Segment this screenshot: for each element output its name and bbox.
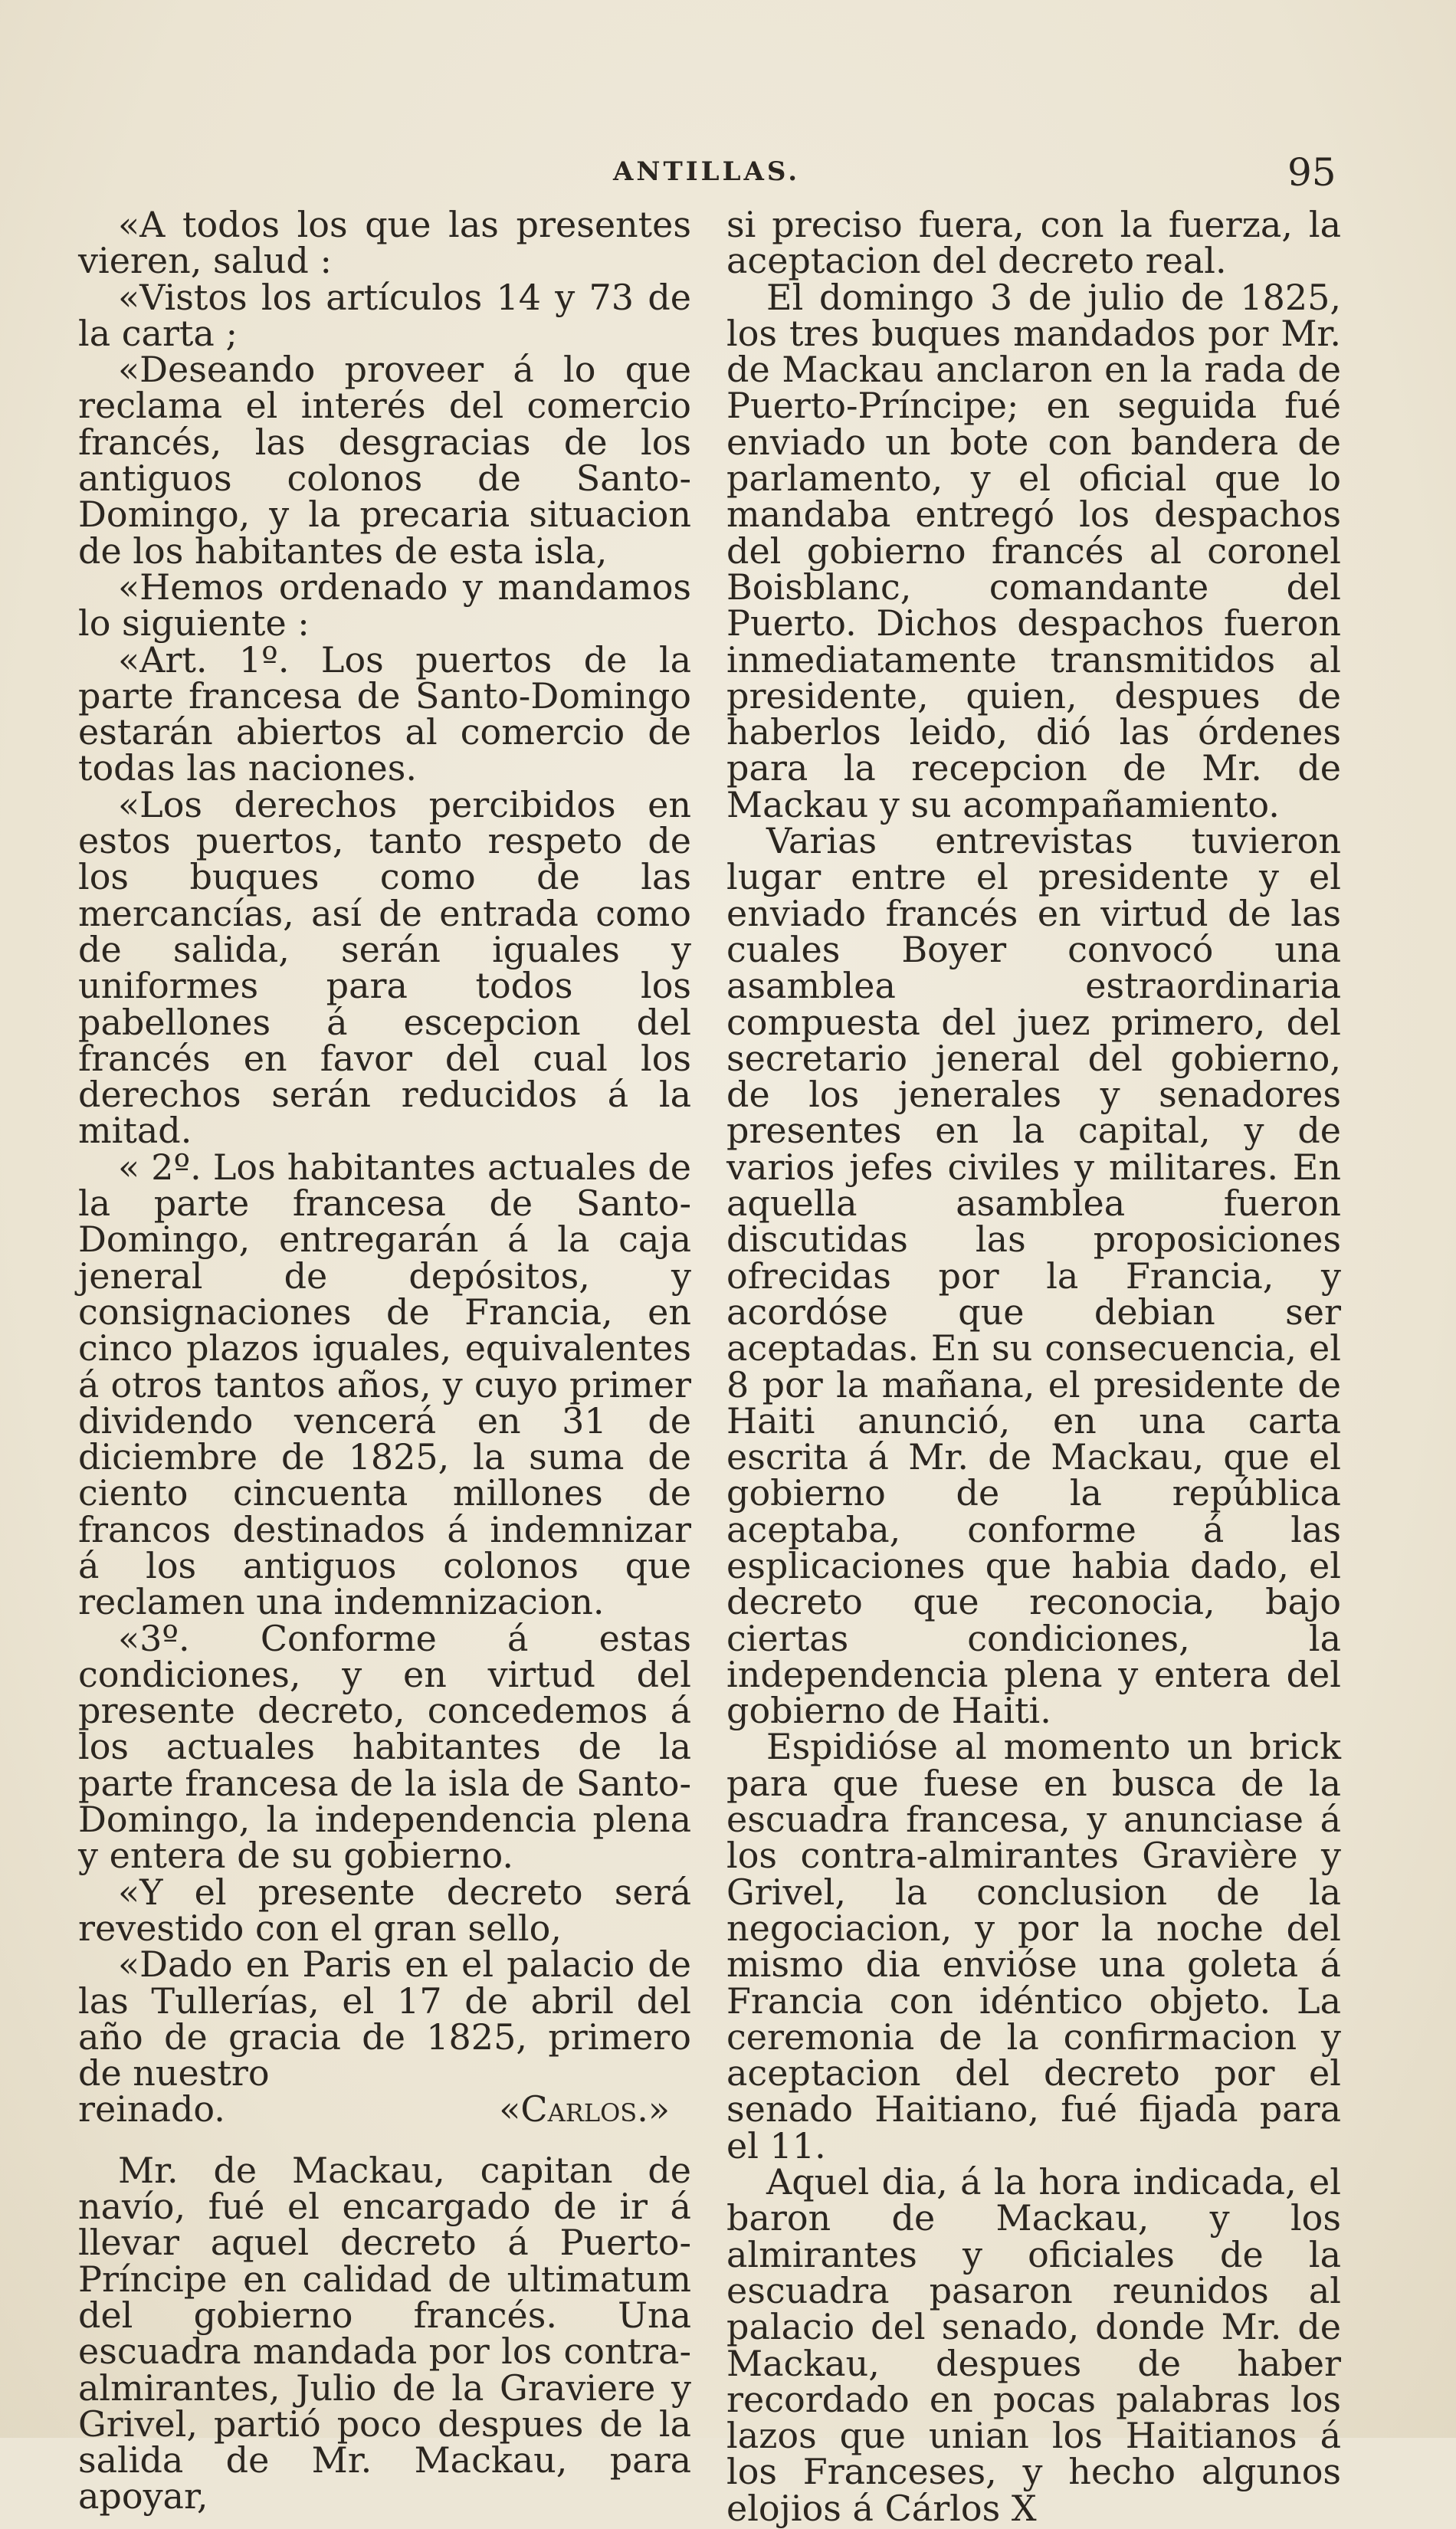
paragraph: «Dado en Paris en el palacio de las Tullerías, el 17 de abril del año de gracia de 1825, primero de nuestro: [78, 1943, 691, 2094]
royal-signature: «Carlos.»: [499, 2088, 670, 2130]
paragraph: Varias entrevistas tuvieron lugar entre el presidente y el enviado francés en virtud de las cuales Boyer convocó una asamblea estraordinaria compuesta del juez primero, del secretario jeneral del gobierno, de los jenerales y senadores presentes en la capital, y de varios jefes civiles y militares. En aquella asamblea fueron discutidas las proposiciones ofrecidas por la Francia, y acordóse que debian ser aceptadas. En su consecuencia, el 8 por la mañana, el presidente de Haiti anunció, en una carta escrita á Mr. de Mackau, que el gobierno de la república aceptaba, conforme á las esplicaciones que habia dado, el decreto que reconocia, bajo ciertas condiciones, la independencia plena y entera del gobierno de Haiti.: [726, 820, 1341, 1732]
signature-line: [78, 2088, 691, 2130]
closing-word: reinado.: [78, 2088, 225, 2130]
paragraph: «Y el presente decreto será revestido con el gran sello,: [78, 1871, 691, 1949]
running-title: ANTILLAS.: [613, 156, 801, 187]
paragraph: «Hemos ordenado y mandamos lo siguiente :: [78, 566, 691, 645]
paragraph: «Vistos los artículos 14 y 73 de la carta ;: [78, 276, 691, 354]
paragraph: Aquel dia, á la hora indicada, el baron de Mackau, y los almirantes y oficiales de la escuadra pasaron reunidos al palacio del senado, donde Mr. de Mackau, despues de haber recordado en pocas palabras los lazos que unian los Haitianos á los Franceses, y hecho algunos elojios á Cárlos X: [726, 2161, 1341, 2529]
section-gap: [78, 2128, 691, 2153]
paragraph: «3º. Conforme á estas condiciones, y en virtud del presente decreto, concedemos á los actuales habitantes de la parte francesa de la isla de Santo-Domingo, la independencia plena y entera de su gobierno.: [78, 1617, 691, 1877]
paragraph: «Deseando proveer á lo que reclama el interés del comercio francés, las desgracias de los antiguos colonos de Santo-Domingo, y la precaria situacion de los habitantes de esta isla,: [78, 349, 691, 572]
paragraph: Mr. de Mackau, capitan de navío, fué el encargado de ir á llevar aquel decreto á Puerto-Príncipe en calidad de ultimatum del gobierno francés. Una escuadra mandada por los contra-almirantes, Julio de la Graviere y Grivel, partió poco despues de la salida de Mr. Mackau, para apoyar,: [78, 2149, 691, 2518]
left-column: [78, 204, 691, 2518]
paragraph: «Art. 1º. Los puertos de la parte francesa de Santo-Domingo estarán abiertos al comercio de todas las naciones.: [78, 638, 691, 789]
paragraph: «Los derechos percibidos en estos puertos, tanto respeto de los buques como de las mercancías, así de entrada como de salida, serán iguales y uniformes para todos los pabellones á escepcion del francés en favor del cual los derechos serán reducidos á la mitad.: [78, 783, 691, 1152]
paragraph: « 2º. Los habitantes actuales de la parte francesa de Santo-Domingo, entregarán á la caja jeneral de depósitos, y consignaciones de Francia, en cinco plazos iguales, equivalentes á otros tantos años, y cuyo primer dividendo vencerá en 31 de diciembre de 1825, la suma de ciento cincuenta millones de francos destinados á indemnizar á los antiguos colonos que reclamen una indemnizacion.: [78, 1146, 691, 1623]
paragraph: El domingo 3 de julio de 1825, los tres buques mandados por Mr. de Mackau anclaron en la rada de Puerto-Príncipe; en seguida fué enviado un bote con bandera de parlamento, y el oficial que lo mandaba entregó los despachos del gobierno francés al coronel Boisblanc, comandante del Puerto. Dichos despachos fueron inmediatamente transmitidos al presidente, quien, despues de haberlos leido, dió las órdenes para la recepcion de Mr. de Mackau y su acompañamiento.: [726, 276, 1341, 825]
right-column: [726, 204, 1341, 2529]
page-number: 95: [1287, 150, 1336, 195]
paragraph: Espidióse al momento un brick para que fuese en busca de la escuadra francesa, y anunciase á los contra-almirantes Gravière y Grivel, la conclusion de la negociacion, y por la noche del mismo dia envióse una goleta á Francia con idéntico objeto. La ceremonia de la confirmacion y aceptacion del decreto por el senado Haitiano, fué fijada para el 11.: [726, 1726, 1341, 2167]
page-header: [0, 150, 1456, 196]
paragraph: si preciso fuera, con la fuerza, la aceptacion del decreto real.: [726, 204, 1341, 282]
paragraph: «A todos los que las presentes vieren, salud :: [78, 204, 691, 282]
